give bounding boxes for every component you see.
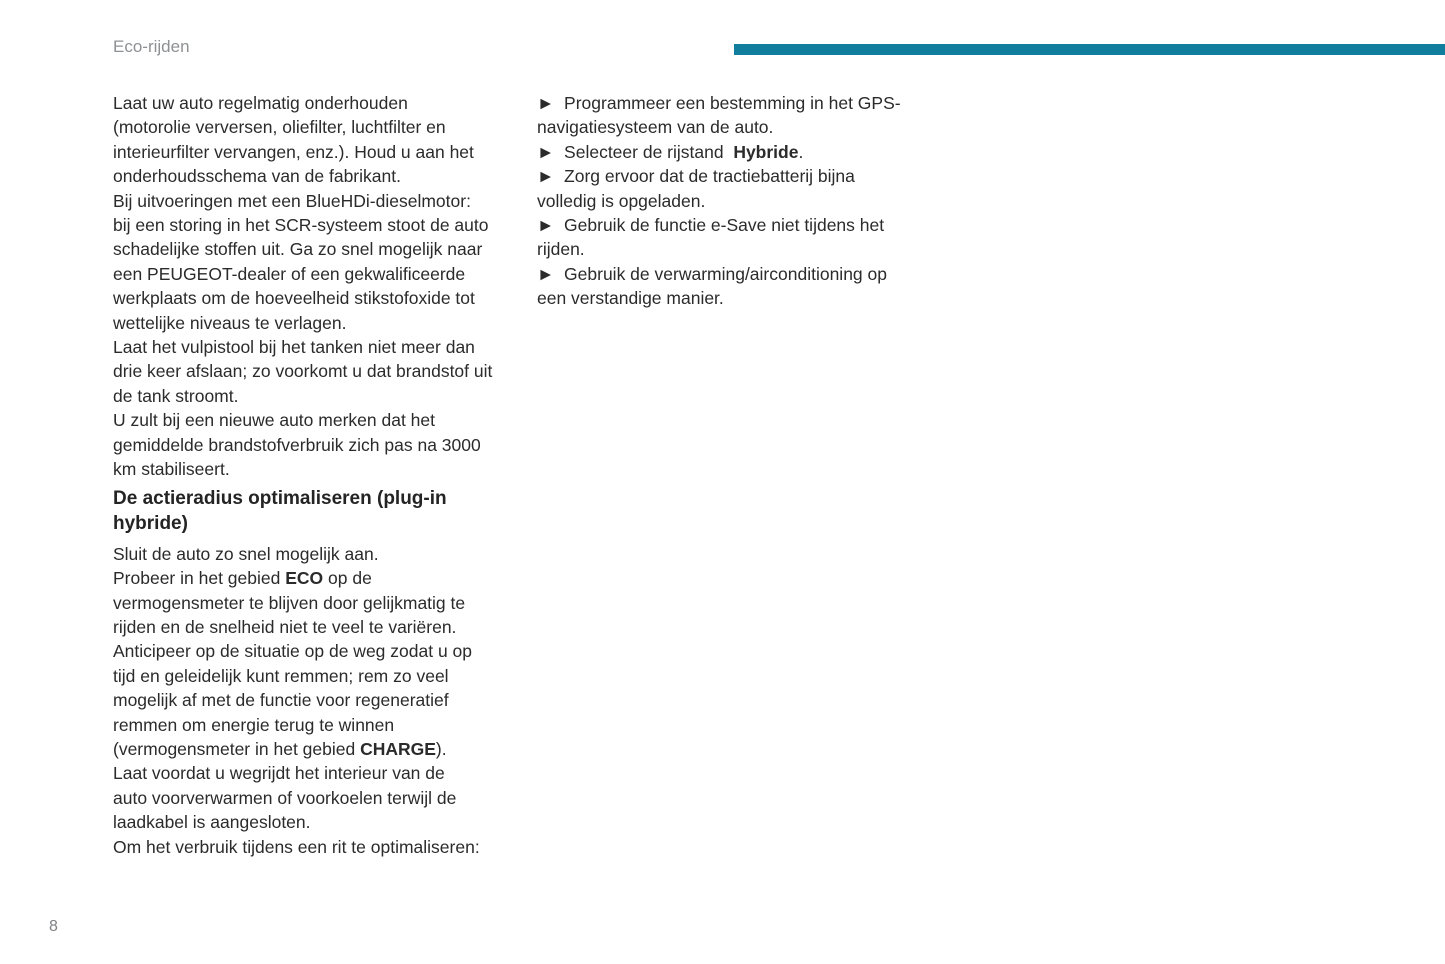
text-line [537,164,961,188]
text-line [537,140,961,164]
text-segment: schadelijke stoffen uit. Ga zo snel mogelijk naar [113,239,483,260]
text-segment: (motorolie verversen, oliefilter, luchtfilter en [113,117,446,138]
text-line [113,810,537,834]
text-line [113,615,537,639]
text-line [113,359,537,383]
section-heading [113,486,537,537]
text-segment: Om het verbruik tijdens een rit te optimaliseren: [113,836,480,857]
text-segment: ► Gebruik de verwarming/airconditioning op [537,263,887,284]
text-line [113,286,537,310]
text-line [537,262,961,286]
text-segment: ► Programmeer een bestemming in het GPS- [537,93,901,113]
text-segment: remmen om energie terug te winnen [113,714,395,735]
text-line [113,164,537,188]
text-segment: Laat uw auto regelmatig onderhouden [113,93,408,113]
text-line [113,688,537,712]
text-line [113,566,537,590]
text-line [113,335,537,359]
text-line [113,237,537,261]
text-segment: hybride) [113,513,188,535]
heading-line [113,486,537,512]
text-line [113,433,537,457]
text-line [113,737,537,761]
text-segment: Laat voordat u wegrijdt het interieur van de [113,763,445,784]
text-segment: ). [435,738,447,759]
text-segment: vermogensmeter te blijven door gelijkmatig te [113,592,466,613]
text-line [113,639,537,663]
text-line [113,384,537,408]
text-segment: (vermogensmeter in het gebied [113,738,361,759]
text-segment: mogelijk af met de functie voor regeneratief [113,690,449,711]
text-segment: ► Gebruik de functie e-Save niet tijdens het [537,215,885,236]
text-line [113,408,537,432]
text-segment: Anticipeer op de situatie op de weg zodat u op [113,641,472,662]
text-line [113,457,537,481]
text-segment: de tank stroomt. [113,385,239,406]
bold-text: Hybride [733,141,799,162]
text-segment: drie keer afslaan; zo voorkomt u dat brandstof uit [113,361,493,382]
text-line [113,664,537,688]
text-line [113,262,537,286]
heading-line [113,511,537,537]
page-number: 8 [49,918,58,935]
text-segment: gemiddelde brandstofverbruik zich pas na 3000 [113,434,481,455]
right-text-column [537,91,961,311]
text-segment: ► Selecteer de rijstand [537,141,734,162]
text-line [537,115,961,139]
text-line [113,213,537,237]
text-line [113,189,537,213]
text-line [537,189,961,213]
bold-text: ECO [285,568,324,589]
text-segment: interieurfilter vervangen, enz.). Houd u aan het [113,141,474,162]
text-line [113,713,537,737]
text-segment: volledig is opgeladen. [537,190,706,211]
left-text-column [113,91,537,859]
text-segment: ► Zorg ervoor dat de tractiebatterij bijna [537,166,855,187]
text-line [537,237,961,261]
text-segment: . [798,141,804,162]
text-segment: rijden en de snelheid niet te veel te variëren. [113,616,457,637]
text-segment: een verstandige manier. [537,288,724,309]
text-line [113,542,537,566]
text-line [113,835,537,859]
text-segment: een PEUGEOT-dealer of een gekwalificeerde [113,263,466,284]
text-line [113,311,537,335]
text-segment: auto voorverwarmen of voorkoelen terwijl de [113,787,457,808]
text-segment: onderhoudsschema van de fabrikant. [113,166,401,187]
text-segment: laadkabel is aangesloten. [113,812,311,833]
text-line [113,786,537,810]
text-line [113,761,537,785]
page-header-title: Eco-rijden [113,37,190,56]
text-line [537,286,961,310]
text-line [113,591,537,615]
text-line [537,91,961,115]
paragraph [537,91,961,311]
text-segment: Sluit de auto zo snel mogelijk aan. [113,543,379,564]
text-segment: km stabiliseert. [113,459,230,480]
text-segment: op de [323,568,372,589]
paragraph [113,91,537,482]
text-segment: wettelijke niveaus te verlagen. [113,312,347,333]
text-segment: U zult bij een nieuwe auto merken dat het [113,410,435,431]
text-segment: bij een storing in het SCR-systeem stoot de auto [113,215,489,236]
text-segment: werkplaats om de hoeveelheid stikstofoxide tot [113,288,475,309]
text-segment: rijden. [537,239,585,260]
text-segment: tijd en geleidelijk kunt remmen; rem zo veel [113,665,449,686]
text-segment: navigatiesysteem van de auto. [537,117,774,138]
text-line [537,213,961,237]
text-segment: Laat het vulpistool bij het tanken niet meer dan [113,337,475,358]
bold-text: CHARGE [360,738,436,759]
paragraph [113,542,537,859]
text-segment: De actieradius optimaliseren (plug-in [113,487,447,509]
text-segment: Probeer in het gebied [113,568,286,589]
text-segment: Bij uitvoeringen met een BlueHDi-dieselmotor: [113,190,471,211]
text-line [113,91,537,115]
header-accent-bar [734,44,1445,55]
text-line [113,115,537,139]
text-line [113,140,537,164]
